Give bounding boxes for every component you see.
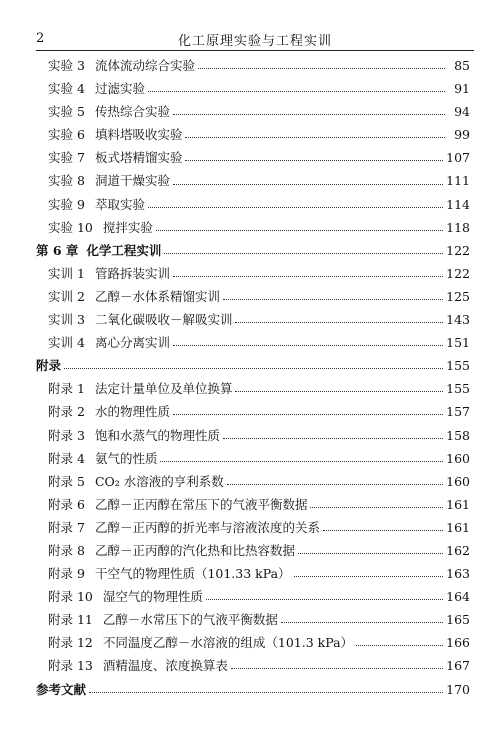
toc-entry-title: 氨气的性质 (94, 450, 158, 466)
toc-entry-page: 157 (446, 404, 470, 420)
dot-leader (89, 692, 443, 693)
toc-entry-title: 水的物理性质 (94, 404, 170, 420)
toc-entry-page: 107 (446, 150, 470, 166)
toc-entry-page: 162 (446, 542, 470, 558)
toc-entry-title: 板式塔精馏实验 (94, 150, 183, 166)
toc-entry-page: 85 (454, 58, 470, 73)
toc-entry (36, 493, 470, 516)
toc-entry (36, 308, 470, 331)
toc-entry-label: 实验 7 (48, 150, 85, 166)
toc-entry-page: 118 (446, 219, 470, 235)
toc-entry-label: 实验 3 (48, 58, 85, 73)
toc-entry-label: 实验 5 (48, 104, 85, 120)
toc-entry-label: 实训 4 (48, 335, 85, 351)
toc-entry-page: 161 (446, 496, 470, 512)
toc-entry-title: 洞道干燥实验 (94, 173, 170, 189)
toc-entry (36, 539, 470, 562)
toc-entry-page: 155 (446, 358, 470, 374)
toc-entry-title: 干空气的物理性质（101.33 kPa） (94, 566, 291, 582)
toc-entry-page: 99 (454, 127, 470, 143)
toc-entry (36, 631, 470, 654)
dot-leader (356, 645, 443, 646)
toc-entry-title: 管路拆装实训 (94, 265, 170, 281)
toc-entry (36, 400, 470, 423)
dot-leader (173, 276, 443, 277)
page-number: 2 (36, 31, 45, 46)
dot-leader (206, 599, 443, 600)
toc-entry-label: 附录 11 (48, 612, 93, 628)
toc-entry-page: 122 (446, 265, 470, 281)
toc-entry (36, 562, 470, 585)
dot-leader (148, 91, 445, 92)
dot-leader (223, 438, 443, 439)
toc-entry-title: 酒精温度、浓度换算表 (102, 658, 228, 674)
toc-entry-page: 167 (446, 658, 470, 674)
running-header (36, 28, 474, 51)
toc-entry (36, 377, 470, 400)
dot-leader (310, 507, 443, 508)
toc-entry-label: 附录 8 (48, 542, 85, 558)
toc-entry-label: 实验 10 (48, 219, 93, 235)
dot-leader (173, 184, 443, 185)
toc-entry (36, 470, 470, 493)
toc-entry (36, 516, 470, 539)
toc-entry-page: 143 (446, 312, 470, 328)
dot-leader (64, 368, 443, 369)
toc-entry-label: 实验 4 (48, 81, 85, 97)
dot-leader (173, 414, 443, 415)
toc-entry-page: 158 (446, 427, 470, 443)
toc-entry (36, 54, 470, 77)
toc-entry-title: CO₂ 水溶液的亨利系数 (94, 473, 224, 489)
toc-entry-title: 乙醇－水体系精馏实训 (94, 288, 220, 304)
toc-entry (36, 424, 470, 447)
toc-entry-page: 91 (454, 81, 470, 97)
toc-entry (36, 285, 470, 308)
toc-entry-title: 化学工程实训 (86, 242, 162, 258)
dot-leader (173, 345, 443, 346)
toc-entry-title: 法定计量单位及单位换算 (94, 381, 233, 397)
book-title: 化工原理实验与工程实训 (177, 34, 332, 49)
toc-entry-page: 170 (446, 681, 470, 697)
dot-leader (227, 484, 443, 485)
toc-chapter-entry (36, 678, 470, 701)
toc-entry-title: 萃取实验 (94, 196, 145, 212)
toc-entry (36, 123, 470, 146)
toc-entry-title: 附录 (36, 358, 62, 374)
toc-entry (36, 447, 470, 470)
dot-leader (231, 668, 443, 669)
dot-leader (298, 553, 443, 554)
toc-entry-page: 163 (446, 566, 470, 582)
toc-entry (36, 77, 470, 100)
toc-entry-title: 乙醇－正丙醇在常压下的气液平衡数据 (94, 496, 308, 512)
dot-leader (323, 530, 443, 531)
toc-entry-title: 搅拌实验 (102, 219, 153, 235)
dot-leader (281, 622, 443, 623)
dot-leader (185, 160, 443, 161)
toc-entry (36, 262, 470, 285)
toc-entry (36, 169, 470, 192)
toc-entry-title: 乙醇－正丙醇的折光率与溶液浓度的关系 (94, 519, 320, 535)
toc-entry-label: 实验 8 (48, 173, 85, 189)
toc-entry (36, 193, 470, 216)
toc-entry-label: 附录 2 (48, 404, 85, 420)
toc-entry (36, 608, 470, 631)
toc-entry-label: 附录 6 (48, 496, 85, 512)
toc-entry-label: 附录 3 (48, 427, 85, 443)
toc-entry-label: 附录 1 (48, 381, 85, 397)
toc-entry-label: 实训 2 (48, 288, 85, 304)
toc-entry-label: 实训 3 (48, 312, 85, 328)
toc-chapter-entry (36, 239, 470, 262)
toc-entry-title: 饱和水蒸气的物理性质 (94, 427, 220, 443)
toc-entry (36, 585, 470, 608)
table-of-contents (36, 54, 470, 701)
dot-leader (173, 114, 445, 115)
toc-entry-label: 附录 7 (48, 519, 85, 535)
toc-entry-page: 114 (446, 196, 470, 212)
dot-leader (235, 322, 443, 323)
toc-entry-label: 实验 9 (48, 196, 85, 212)
dot-leader (294, 576, 444, 577)
toc-entry-page: 151 (446, 335, 470, 351)
toc-entry-label: 第 6 章 (36, 242, 79, 258)
dot-leader (198, 68, 445, 69)
toc-entry-label: 附录 12 (48, 635, 93, 651)
dot-leader (148, 207, 443, 208)
toc-entry-page: 160 (446, 473, 470, 489)
toc-entry (36, 146, 470, 169)
toc-entry (36, 100, 470, 123)
toc-chapter-entry (36, 354, 470, 377)
toc-entry (36, 654, 470, 677)
toc-entry-title: 填料塔吸收实验 (94, 127, 183, 143)
toc-entry-page: 125 (446, 288, 470, 304)
toc-entry-title: 二氧化碳吸收－解吸实训 (94, 312, 233, 328)
toc-entry-title: 过滤实验 (94, 81, 145, 97)
dot-leader (160, 461, 443, 462)
toc-entry-title: 参考文献 (36, 681, 87, 697)
dot-leader (223, 299, 443, 300)
toc-entry-title: 传热综合实验 (94, 104, 170, 120)
dot-leader (235, 391, 443, 392)
toc-entry-label: 附录 5 (48, 473, 85, 489)
toc-entry-label: 实训 1 (48, 265, 85, 281)
toc-entry-page: 111 (446, 173, 470, 189)
toc-entry-title: 乙醇－正丙醇的汽化热和比热容数据 (94, 542, 295, 558)
toc-entry-page: 155 (446, 381, 470, 397)
toc-entry-page: 166 (446, 635, 470, 651)
toc-entry-title: 流体流动综合实验 (94, 58, 195, 73)
toc-entry-title: 湿空气的物理性质 (102, 589, 203, 605)
toc-entry-label: 附录 4 (48, 450, 85, 466)
toc-entry-label: 附录 9 (48, 566, 85, 582)
toc-entry-page: 122 (446, 242, 470, 258)
toc-entry-page: 94 (454, 104, 470, 120)
toc-entry-page: 165 (446, 612, 470, 628)
toc-entry (36, 331, 470, 354)
toc-entry-label: 实验 6 (48, 127, 85, 143)
toc-entry-label: 附录 13 (48, 658, 93, 674)
toc-entry-title: 离心分离实训 (94, 335, 170, 351)
toc-entry-page: 160 (446, 450, 470, 466)
toc-entry (36, 216, 470, 239)
toc-entry-label: 附录 10 (48, 589, 93, 605)
toc-entry-page: 164 (446, 589, 470, 605)
toc-entry-title: 不同温度乙醇－水溶液的组成（101.3 kPa） (102, 635, 354, 651)
toc-entry-page: 161 (446, 519, 470, 535)
toc-entry-title: 乙醇－水常压下的气液平衡数据 (102, 612, 278, 628)
dot-leader (156, 230, 443, 231)
dot-leader (164, 253, 443, 254)
dot-leader (185, 137, 445, 138)
